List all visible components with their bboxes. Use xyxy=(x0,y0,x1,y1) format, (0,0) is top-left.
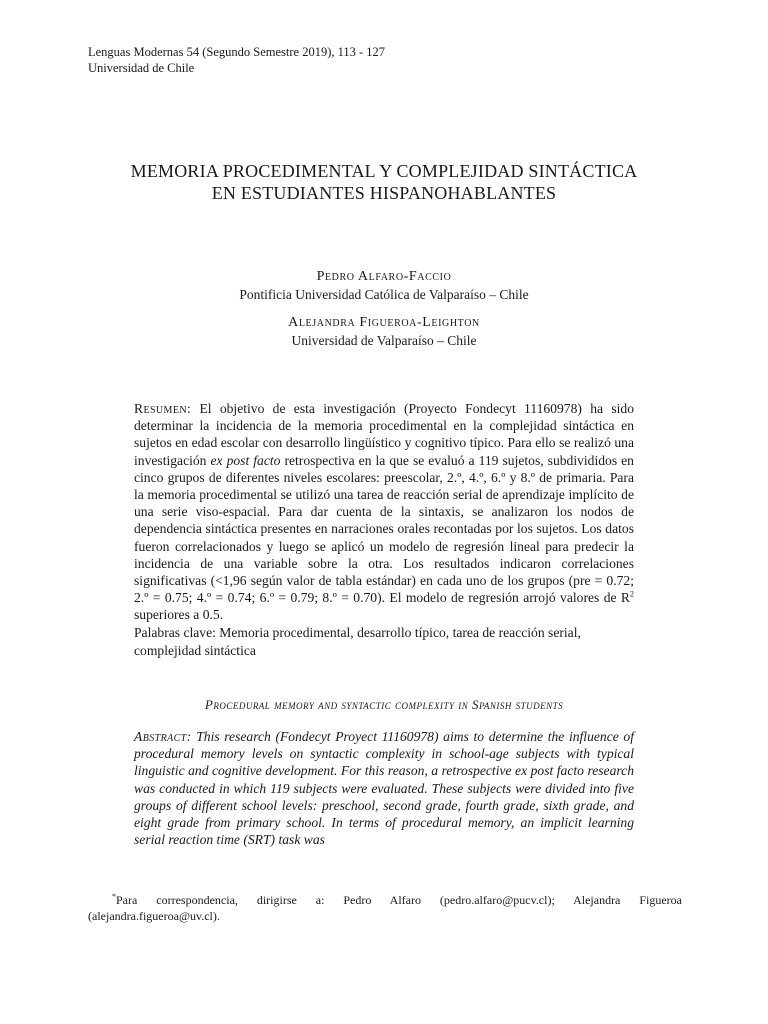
journal-institution: Universidad de Chile xyxy=(88,61,195,75)
abstract-section xyxy=(134,728,634,848)
author-affiliation: Pontificia Universidad Católica de Valparaíso – Chile xyxy=(239,287,529,302)
resumen-paragraph xyxy=(134,400,634,624)
abstract-text: This research (Fondecyt Proyect 11160978) aims to determine the influence of procedural memory levels on syntactic complexity in school-age subjects with typical linguistic and cognitive development. For this reason, a retrospective ex post facto research was conducted in which 119 subjects were evaluated. These subjects were divided into five groups of different school levels: preschool, second grade, fourth grade, sixth grade, and eight grade from primary school. In terms of procedural memory, an implicit learning serial reaction time (SRT) task was xyxy=(134,729,634,848)
footnote xyxy=(88,892,682,924)
abstract-paragraph xyxy=(134,728,634,848)
resumen-section xyxy=(134,400,634,624)
author-name: Alejandra Figueroa-Leighton xyxy=(288,315,480,330)
footnote-paragraph xyxy=(88,892,682,924)
paper-title xyxy=(0,160,768,204)
resumen-text-part-2: retrospectiva en la que se evaluó a 119 sujetos, subdivididos en cinco grupos de diferentes niveles escolares: preescolar, 2.º, 4.º, 6.º y 8.º de primaria. Para la memoria procedimental se utilizó una tarea de reacción serial de aprendizaje implícito de una serie viso-espacial. Para dar cuenta de la sintaxis, se analizaron los nodos de dependencia sintáctica presentes en narraciones orales recontadas por los sujetos. Los datos fueron correlacionados y luego se aplicó un modelo de regresión lineal para predecir la incidencia de una variable sobre la otra. Los resultados indicaron correlaciones significativas (<1,96 según valor de tabla estándar) en cada uno de los grupos (pre = 0.72; 2.º = 0.75; 4.º = 0.74; 6.º = 0.79; 8.º = 0.70). El modelo de regresión arrojó valores de R xyxy=(134,452,634,606)
journal-header xyxy=(88,44,385,76)
r-squared-superscript: 2 xyxy=(630,589,634,599)
author-name: Pedro Alfaro-Faccio xyxy=(316,269,452,284)
footnote-marker: * xyxy=(112,892,116,901)
author-affiliation: Universidad de Valparaíso – Chile xyxy=(291,333,477,348)
footnote-text: Para correspondencia, dirigirse a: Pedro Alfaro (pedro.alfaro@pucv.cl); Alejandra Figueroa (alejandra.figueroa@uv.cl). xyxy=(88,893,682,923)
author-2 xyxy=(0,313,768,350)
resumen-label: Resumen: xyxy=(134,401,192,416)
journal-citation: Lenguas Modernas 54 (Segundo Semestre 2019), 113 - 127 xyxy=(88,45,386,59)
keywords: Palabras clave: Memoria procedimental, desarrollo típico, tarea de reacción serial, complejidad sintáctica xyxy=(134,625,581,658)
paper-title-line-1: MEMORIA PROCEDIMENTAL Y COMPLEJIDAD SINTÁCTICA xyxy=(130,161,638,181)
paper-title-line-2: EN ESTUDIANTES HISPANOHABLANTES xyxy=(211,183,557,203)
resumen-text-part-1: El objetivo de esta investigación (Proyecto Fondecyt 11160978) ha sido determinar la incidencia de la memoria procedimental en la complejidad sintáctica en sujetos en edad escolar con desarrollo lingüístico y cognitivo típico. Para ello se realizó una investigación xyxy=(134,401,634,468)
resumen-text-part-3: superiores a 0.5. xyxy=(134,607,224,623)
author-1 xyxy=(0,267,768,304)
english-title: Procedural memory and syntactic complexity in Spanish students xyxy=(204,697,564,712)
abstract-label: Abstract: xyxy=(134,729,192,744)
resumen-italic-term: ex post facto xyxy=(210,452,281,468)
